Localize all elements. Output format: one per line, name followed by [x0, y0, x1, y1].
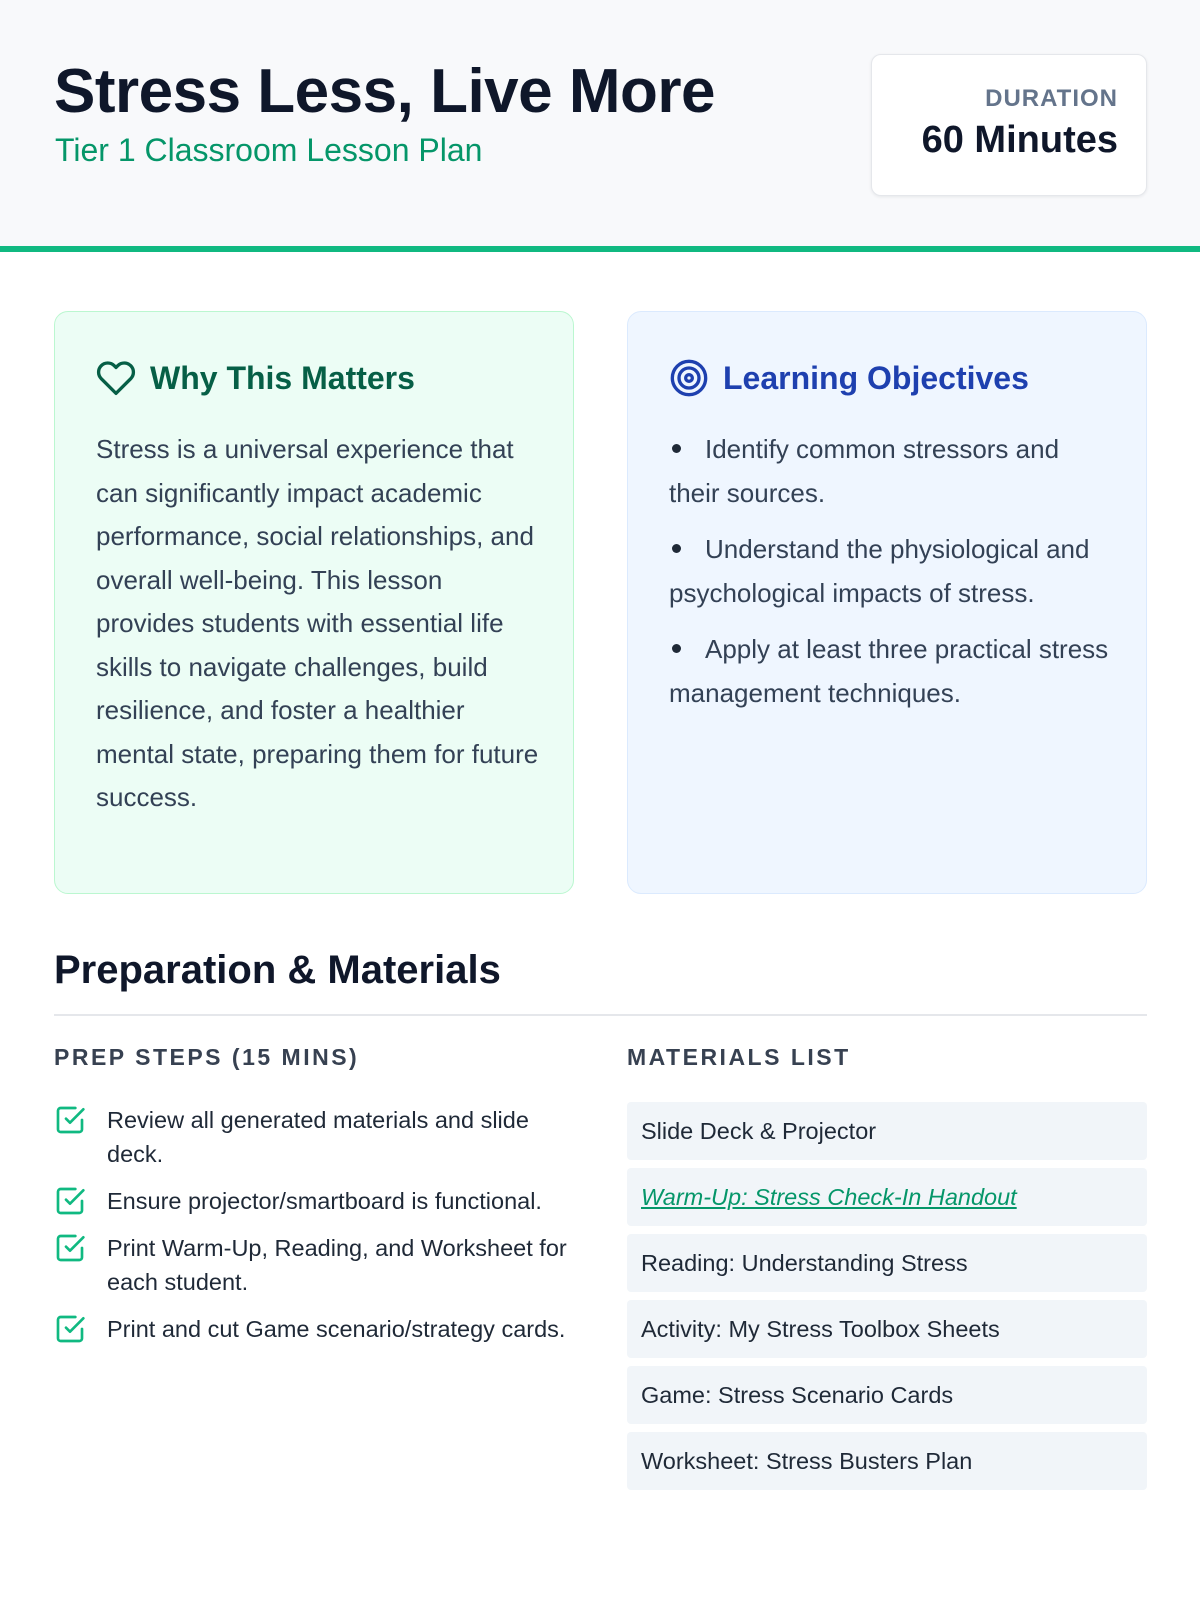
bullet-icon	[672, 644, 681, 653]
why-card-header	[96, 356, 533, 400]
duration-value: 60 Minutes	[921, 119, 1118, 161]
prep-steps-list	[54, 1103, 584, 1359]
objective-text: Identify common stressors and their sources.	[669, 434, 1060, 508]
preparation-section-title: Preparation & Materials	[54, 948, 501, 992]
material-item	[627, 1366, 1147, 1424]
material-label: Activity: My Stress Toolbox Sheets	[641, 1315, 1000, 1342]
objectives-list	[669, 428, 1109, 715]
page-subtitle: Tier 1 Classroom Lesson Plan	[55, 132, 483, 168]
objective-text: Understand the physiological and psychological impacts of stress.	[669, 534, 1090, 608]
objective-item	[669, 428, 1109, 515]
page-title: Stress Less, Live More	[54, 57, 715, 126]
bullet-icon	[672, 444, 681, 453]
lesson-header	[0, 0, 1200, 252]
checkbox-checked-icon	[54, 1104, 86, 1136]
prep-step	[54, 1312, 584, 1346]
why-this-matters-card	[54, 311, 574, 894]
materials-list	[627, 1102, 1147, 1498]
material-item	[627, 1300, 1147, 1358]
duration-card	[871, 54, 1147, 196]
prep-step	[54, 1231, 584, 1299]
target-icon	[669, 358, 709, 398]
material-item[interactable]	[627, 1168, 1147, 1226]
prep-step-text: Print and cut Game scenario/strategy cards.	[107, 1316, 566, 1342]
checkbox-checked-icon	[54, 1232, 86, 1264]
prep-step	[54, 1103, 584, 1171]
prep-steps-heading: PREP STEPS (15 MINS)	[54, 1044, 360, 1070]
material-label: Reading: Understanding Stress	[641, 1249, 968, 1276]
section-divider	[54, 1014, 1147, 1016]
prep-step	[54, 1184, 584, 1218]
objectives-card-title: Learning Objectives	[723, 359, 1029, 396]
objective-item	[669, 528, 1109, 615]
prep-step-text: Review all generated materials and slide deck.	[107, 1107, 529, 1167]
objective-text: Apply at least three practical stress management techniques.	[669, 634, 1109, 708]
material-label: Worksheet: Stress Busters Plan	[641, 1447, 973, 1474]
material-item	[627, 1234, 1147, 1292]
bullet-icon	[672, 544, 681, 553]
material-label: Slide Deck & Projector	[641, 1117, 877, 1144]
objective-item	[669, 628, 1109, 715]
material-item	[627, 1432, 1147, 1490]
material-item	[627, 1102, 1147, 1160]
warm-up-handout-link[interactable]: Warm-Up: Stress Check-In Handout	[641, 1183, 1017, 1210]
why-card-title: Why This Matters	[150, 359, 415, 396]
learning-objectives-card	[627, 311, 1147, 894]
material-label: Game: Stress Scenario Cards	[641, 1381, 954, 1408]
materials-list-heading: MATERIALS LIST	[627, 1044, 851, 1070]
heart-icon	[96, 358, 136, 398]
duration-label: DURATION	[985, 85, 1118, 112]
why-card-body: Stress is a universal experience that can significantly impact academic performance, social relationships, and overall well-being. This lesson provides students with essential life skills to navigate challenges, build resilience, and foster a healthier mental state, preparing them for future success.	[96, 434, 539, 812]
checkbox-checked-icon	[54, 1313, 86, 1345]
prep-step-text: Print Warm-Up, Reading, and Worksheet for each student.	[107, 1235, 567, 1295]
checkbox-checked-icon	[54, 1185, 86, 1217]
prep-step-text: Ensure projector/smartboard is functional.	[107, 1188, 542, 1214]
objectives-card-header	[669, 356, 1106, 400]
